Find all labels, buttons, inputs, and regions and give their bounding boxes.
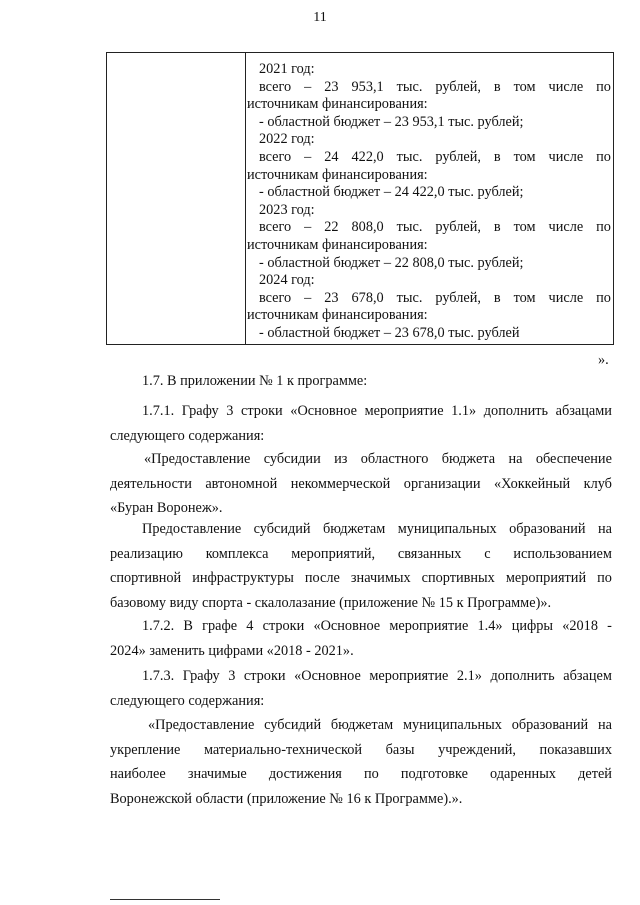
word: одаренных	[490, 766, 556, 782]
word: реализацию	[110, 545, 183, 562]
text-line: источникам финансирования:	[247, 307, 428, 324]
word: в	[493, 219, 501, 236]
word: бюджетам	[322, 521, 386, 537]
text-line: источникам финансирования:	[247, 96, 428, 113]
text-line	[247, 79, 611, 97]
text-line	[110, 713, 612, 738]
text-line: - областной бюджет – 23 953,1 тыс. рублей;	[259, 113, 524, 130]
text-line: - областной бюджет – 24 422,0 тыс. рублей;	[259, 184, 524, 201]
paragraph-1-7-2	[110, 614, 612, 663]
footnote-rule	[110, 899, 220, 900]
funding-table	[106, 52, 614, 345]
text-line	[110, 517, 612, 542]
text-line: 2024 год:	[259, 272, 315, 289]
text-line	[110, 614, 612, 639]
word: образований	[511, 717, 589, 733]
word: рублей,	[435, 148, 481, 165]
word: всего	[259, 78, 292, 95]
word: после	[304, 570, 340, 586]
word: из	[334, 451, 348, 467]
word: цифры	[511, 618, 554, 634]
word: укрепление	[110, 741, 181, 758]
word: тыс.	[396, 289, 423, 306]
page-number: 11	[313, 10, 327, 25]
word: в	[493, 78, 501, 95]
word: –	[304, 219, 312, 236]
word: -	[607, 618, 612, 634]
word: 953,1	[351, 78, 384, 95]
word: мероприятие	[389, 618, 469, 634]
word: абзацами	[555, 403, 612, 419]
word: 1.4»	[477, 618, 503, 634]
word: том	[513, 78, 536, 95]
word: 422,0	[351, 148, 384, 165]
paragraph-1-7-1	[110, 399, 612, 448]
word: Предоставление	[142, 521, 242, 537]
word: дополнить	[483, 403, 549, 419]
word: использованием	[513, 545, 612, 562]
word: образований	[509, 521, 586, 537]
word: мероприятий,	[291, 545, 376, 562]
word: по	[596, 219, 611, 236]
word: «2018	[562, 618, 598, 634]
word: 23	[324, 78, 339, 95]
text-line: 2022 год:	[259, 131, 315, 148]
word: 1.7.2.	[142, 618, 175, 634]
word: 1.7.3.	[142, 668, 175, 684]
funding-cell	[247, 61, 611, 343]
text-line	[110, 447, 612, 472]
word: организации	[403, 475, 481, 492]
word: на	[508, 451, 523, 467]
word: 4	[246, 618, 254, 634]
word: Графу	[182, 668, 220, 684]
word: рублей,	[435, 78, 481, 95]
text-line: следующего содержания:	[110, 692, 265, 709]
word: том	[513, 148, 536, 165]
word: инфраструктуры	[192, 570, 294, 586]
word: на	[597, 521, 612, 537]
paragraph-1-7-1-second	[110, 517, 612, 615]
word: мероприятие	[369, 668, 449, 684]
text-line: источникам финансирования:	[247, 166, 428, 183]
word: числе	[548, 289, 584, 306]
word: достижения	[268, 766, 342, 782]
word: по	[597, 570, 612, 586]
text-line	[110, 566, 612, 591]
word: наиболее	[110, 766, 166, 782]
word: значимых	[350, 570, 411, 586]
word: автономной	[205, 475, 278, 492]
word: «Основное	[294, 668, 361, 684]
word: 24	[324, 148, 339, 165]
paragraph-1-7	[110, 369, 612, 394]
word: –	[304, 289, 312, 306]
word: том	[513, 219, 536, 236]
word: некоммерческой	[290, 475, 391, 492]
word: спортивной	[110, 570, 182, 586]
word: 1.7.1.	[142, 403, 175, 419]
word: Графу	[181, 403, 219, 419]
word: «Хоккейный	[494, 475, 571, 492]
word: 22	[324, 219, 339, 236]
word: мероприятий	[505, 570, 587, 586]
word: всего	[259, 219, 292, 236]
text-line: 1.7. В приложении № 1 к программе:	[142, 373, 368, 389]
text-line: 2024» заменить цифрами «2018 - 2021».	[110, 642, 354, 659]
word: субсидий	[264, 717, 322, 733]
word: муниципальных	[397, 521, 497, 537]
word: субсидии	[263, 451, 321, 467]
text-line	[110, 542, 612, 567]
word: «Основное	[313, 618, 381, 634]
word: областного	[360, 451, 429, 467]
closing-quote: ».	[598, 352, 609, 368]
word: бюджета	[441, 451, 496, 467]
paragraph-1-7-3-quote	[110, 713, 612, 811]
text-line: источникам финансирования:	[247, 236, 428, 253]
word: В	[183, 618, 193, 634]
word: строки	[241, 403, 283, 419]
word: по	[596, 148, 611, 165]
word: числе	[548, 78, 584, 95]
text-line	[247, 149, 611, 167]
word: абзацем	[563, 668, 612, 684]
text-line	[110, 762, 612, 787]
word: мероприятие	[364, 403, 444, 419]
word: клуб	[583, 475, 612, 492]
word: субсидий	[253, 521, 311, 537]
word: комплекса	[205, 545, 269, 562]
word: 3	[228, 668, 236, 684]
word: базы	[385, 741, 415, 758]
word: –	[304, 148, 312, 165]
word: рублей,	[435, 289, 481, 306]
text-line: 2023 год:	[259, 201, 315, 218]
word: по	[363, 766, 379, 782]
word: 2.1»	[456, 668, 482, 684]
text-line: следующего содержания:	[110, 427, 265, 444]
word: деятельности	[110, 475, 192, 492]
paragraph-1-7-3	[110, 664, 612, 713]
word: 3	[226, 403, 234, 419]
word: в	[493, 289, 501, 306]
word: учреждений,	[438, 741, 516, 758]
word: рублей,	[435, 219, 481, 236]
word: по	[596, 289, 611, 306]
text-line	[110, 664, 612, 689]
word: с	[484, 545, 491, 562]
word: всего	[259, 289, 292, 306]
word: строки	[262, 618, 305, 634]
text-line: Воронежской области (приложение № 16 к Программе).».	[110, 790, 463, 807]
text-line	[110, 738, 612, 763]
word: «Предоставление	[148, 717, 255, 733]
word: 808,0	[351, 219, 384, 236]
word: детей	[578, 766, 612, 782]
text-line: «Буран Воронеж».	[110, 500, 223, 516]
word: по	[596, 78, 611, 95]
word: бюджетам	[330, 717, 394, 733]
word: 23	[324, 289, 339, 306]
text-line: - областной бюджет – 22 808,0 тыс. рублей;	[259, 254, 524, 271]
word: тыс.	[396, 148, 423, 165]
word: 678,0	[351, 289, 384, 306]
word: числе	[548, 219, 584, 236]
word: том	[513, 289, 536, 306]
text-line: - областной бюджет – 23 678,0 тыс. рублей	[259, 324, 520, 341]
word: обеспечение	[535, 451, 612, 467]
word: «Предоставление	[144, 451, 251, 467]
word: на	[597, 717, 612, 733]
word: строки	[243, 668, 286, 684]
text-line: 2021 год:	[259, 61, 315, 77]
word: муниципальных	[402, 717, 502, 733]
text-line	[247, 219, 611, 237]
word: значимые	[187, 766, 247, 782]
word: подготовке	[400, 766, 468, 782]
word: 1.1»	[451, 403, 477, 419]
table-column-divider	[245, 53, 246, 344]
word: всего	[259, 148, 292, 165]
word: тыс.	[396, 78, 423, 95]
word: –	[304, 78, 312, 95]
word: связанных	[397, 545, 462, 562]
text-line	[110, 472, 612, 497]
word: в	[493, 148, 501, 165]
word: графе	[202, 618, 238, 634]
word: дополнить	[490, 668, 555, 684]
word: показавших	[539, 741, 612, 758]
word: «Основное	[290, 403, 357, 419]
word: тыс.	[396, 219, 423, 236]
word: материально-технической	[203, 741, 363, 758]
word: числе	[548, 148, 584, 165]
word: спортивных	[421, 570, 495, 586]
text-line	[110, 399, 612, 424]
paragraph-1-7-1-quote	[110, 447, 612, 521]
text-line: базовому виду спорта - скалолазание (приложение № 15 к Программе)».	[110, 594, 552, 611]
text-line	[247, 290, 611, 308]
